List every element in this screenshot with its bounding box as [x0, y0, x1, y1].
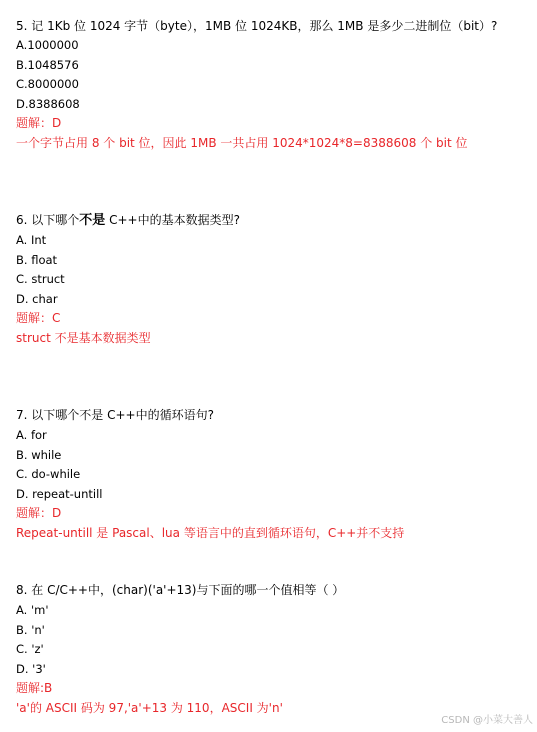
question-7-option-d: D. repeat-untill	[16, 487, 103, 501]
question-8-text: 8. 在 C/C++中，(char)('a'+13)与下面的哪一个值相等（ ）	[16, 583, 345, 597]
question-8-answer: 题解:B	[16, 681, 53, 695]
question-8-option-d: D. '3'	[16, 662, 46, 676]
question-6-text-pre: 6. 以下哪个	[16, 213, 80, 227]
csdn-watermark: CSDN @小菜大善人	[441, 715, 533, 726]
question-7-answer: 题解：D	[16, 506, 62, 520]
question-5-text: 5. 记 1Kb 位 1024 字节（byte），1MB 位 1024KB，那么 1MB 是多少二进制位（bit）?	[16, 19, 498, 33]
question-5-option-c: C.8000000	[16, 77, 79, 91]
question-6-explanation: struct 不是基本数据类型	[16, 331, 151, 345]
question-7-text: 7. 以下哪个不是 C++中的循环语句?	[16, 408, 214, 422]
question-6-text-emphasis: 不是	[79, 213, 106, 228]
question-6-text	[16, 213, 240, 228]
question-6-option-b: B. float	[16, 253, 58, 267]
question-7-explanation: Repeat-untill 是 Pascal、lua 等语言中的直到循环语句，C++并不支持	[16, 526, 405, 540]
question-5-explanation: 一个字节占用 8 个 bit 位，因此 1MB 一共占用 1024*1024*8=8388608 个 bit 位	[16, 136, 468, 150]
question-6-text-post: C++中的基本数据类型?	[105, 213, 240, 227]
question-8-option-a: A. 'm'	[16, 603, 49, 617]
question-7-option-a: A. for	[16, 428, 47, 442]
question-5-option-a: A.1000000	[16, 38, 79, 52]
question-8-option-c: C. 'z'	[16, 642, 44, 656]
question-6-option-d: D. char	[16, 292, 58, 306]
question-5-option-b: B.1048576	[16, 58, 79, 72]
question-7-option-b: B. while	[16, 448, 62, 462]
question-6-option-a: A. Int	[16, 233, 47, 247]
question-6-option-c: C. struct	[16, 272, 65, 286]
question-7-option-c: C. do-while	[16, 467, 81, 481]
question-5-option-d: D.8388608	[16, 97, 80, 111]
question-8-explanation: 'a'的 ASCII 码为 97,'a'+13 为 110，ASCII 为'n'	[16, 701, 283, 715]
question-5-answer: 题解：D	[16, 116, 62, 130]
question-6-answer: 题解：C	[16, 311, 61, 325]
question-8-option-b: B. 'n'	[16, 623, 45, 637]
